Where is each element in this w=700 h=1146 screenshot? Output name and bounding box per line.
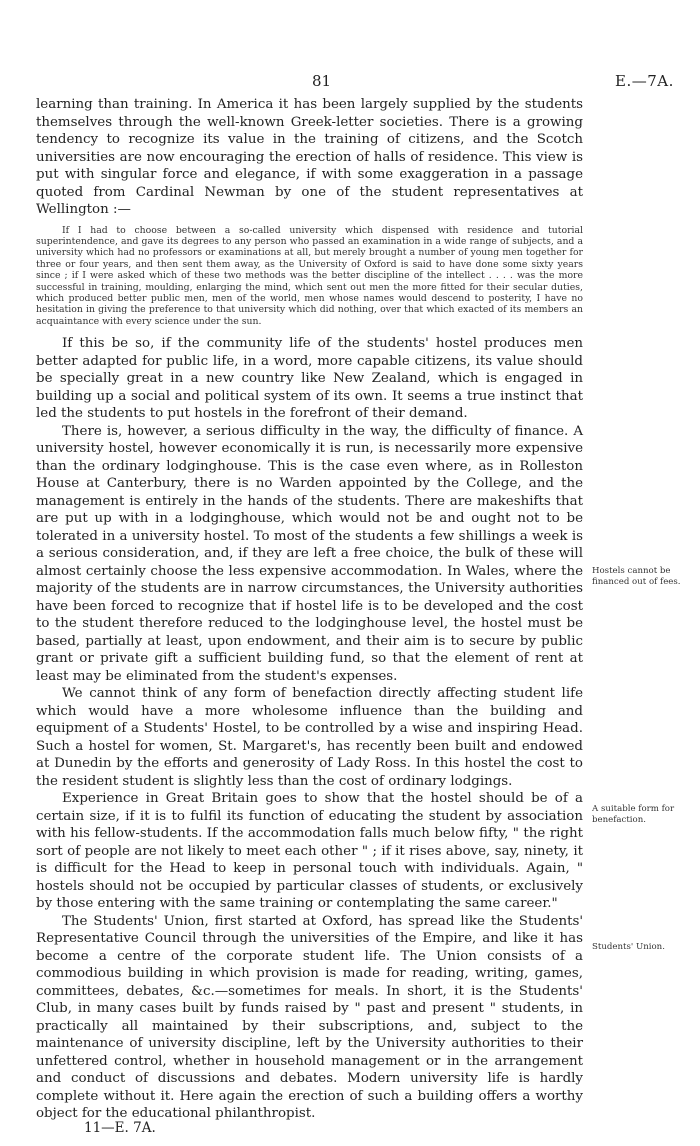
newman-quotation: If I had to choose between a so-called university which dispensed with residence and tutorial superintendence, and gave its degrees to any person who passed an examination in a wide range of subjects, and a university which had no professors or examinations at all, but merely brought a number of young men together for three or four years, and then sent them away, as the University of Oxford is said to have done some sixty years since ; if I were asked which of these two methods was the better discipline of the intellect . . . . was the more successful in training, moulding, enlarging the mind, which sent out men the more fitted for their secular duties, which produced better public men, men of the world, men whose names would descend to posterity, I have no hesitation in giving the preference to that university which did nothing, over that which exacted of its members an acquaintance with every science under the sun. xyxy=(36,224,583,327)
margin-note-finance: Hostels cannot be financed out of fees. xyxy=(592,566,681,587)
margin-note-union: Students' Union. xyxy=(592,942,665,952)
paragraph-benefaction: We cannot think of any form of benefaction directly affecting student life which would have a more wholesome influence than the building and equipment of a Students' Hostel, to be controlled by a wise and inspiring Head. Such a hostel for women, St. Margaret's, has recently been built and endowed at Dunedin by the efforts and generosity of Lady Ross. In this hostel the cost to the resident student is slightly less than the cost of ordinary lodgings. xyxy=(36,686,583,789)
paragraph-learning: learning than training. In America it has been largely supplied by the students themselves through the well-known Greek-letter societies. There is a growing tendency to recognize its value in the training of citizens, and the Scotch universities are now encouraging the erection of halls of residence. This view is put with singular force and elegance, if with some exaggeration in a passage quoted from Cardinal Newman by one of the student representatives at Wellington :— xyxy=(36,97,583,217)
paragraph-students-union: The Students' Union, first started at Oxford, has spread like the Students' Representative Council through the universities of the Empire, and like it has become a centre of the corporate student life. The Union consists of a commodious building in which provision is made for reading, writing, games, committees, debates, &c.—sometimes for meals. In short, it is the Students' Club, in many cases built by funds raised by " past and present " students, in practically all maintained by their subscriptions, and, subject to the maintenance of university discipline, left by the University authorities to their unfettered control, whether in household management or in the arrangement and conduct of discussions and debates. Modern university life is hardly complete without it. Here again the erection of such a building offers a worthy object for the educational philanthropist. xyxy=(36,913,583,1122)
paragraph-finance: There is, however, a serious difficulty in the way, the difficulty of finance. A university hostel, however economically it is run, is necessarily more expensive than the ordinary lodginghouse. This is the case even where, as in Rolleston House at Canterbury, there is no Warden appointed by the College, and the management is entirely in the hands of the students. There are makeshifts that are put up with in a lodginghouse, which would not be and ought not to be tolerated in a university hostel. To most of the students a few shillings a week is a serious consideration, and, if they are left a free choice, the bulk of these will almost certainly choose the less expensive accommodation. In Wales, where the majority of the students are in narrow circumstances, the University authorities have been forced to recognize that if hostel life is to be developed and the cost to the student therefore reduced to the lodginghouse level, the hostel must be based, partially at least, upon endowment, and their aim is to secure by public grant or private gift a sufficient building fund, so that the element of rent at least may be eliminated from the student's expenses. xyxy=(36,423,583,684)
margin-note-benefaction: A suitable form for benefaction. xyxy=(592,804,675,825)
document-reference: E.—7A. xyxy=(615,72,674,90)
paragraph-community-life: If this be so, if the community life of the students' hostel produces men better adapted for public life, in a word, more capable citizens, its value should be specially great in a new country like New Zealand, which is engaged in building up a social and political system of its own. It seems a true instinct that led the students to put hostels in the forefront of their demand. xyxy=(36,336,583,422)
page-header xyxy=(0,72,700,92)
body-text xyxy=(36,96,583,1123)
page-number: 81 xyxy=(312,72,332,90)
page-footer-signature: 11—E. 7A. xyxy=(84,1120,156,1136)
paragraph-hostel-size: Experience in Great Britain goes to show that the hostel should be of a certain size, if it is to fulfil its function of educating the student by association with his fellow-students. If the accommodation falls much below fifty, " the right sort of people are not likely to meet each other " ; if it rises above, say, ninety, it is difficult for the Head to keep in personal touch with individuals. Again, " hostels should not be occupied by particular classes of students, or exclusively by those entering with the same training or contemplating the same career." xyxy=(36,791,583,912)
